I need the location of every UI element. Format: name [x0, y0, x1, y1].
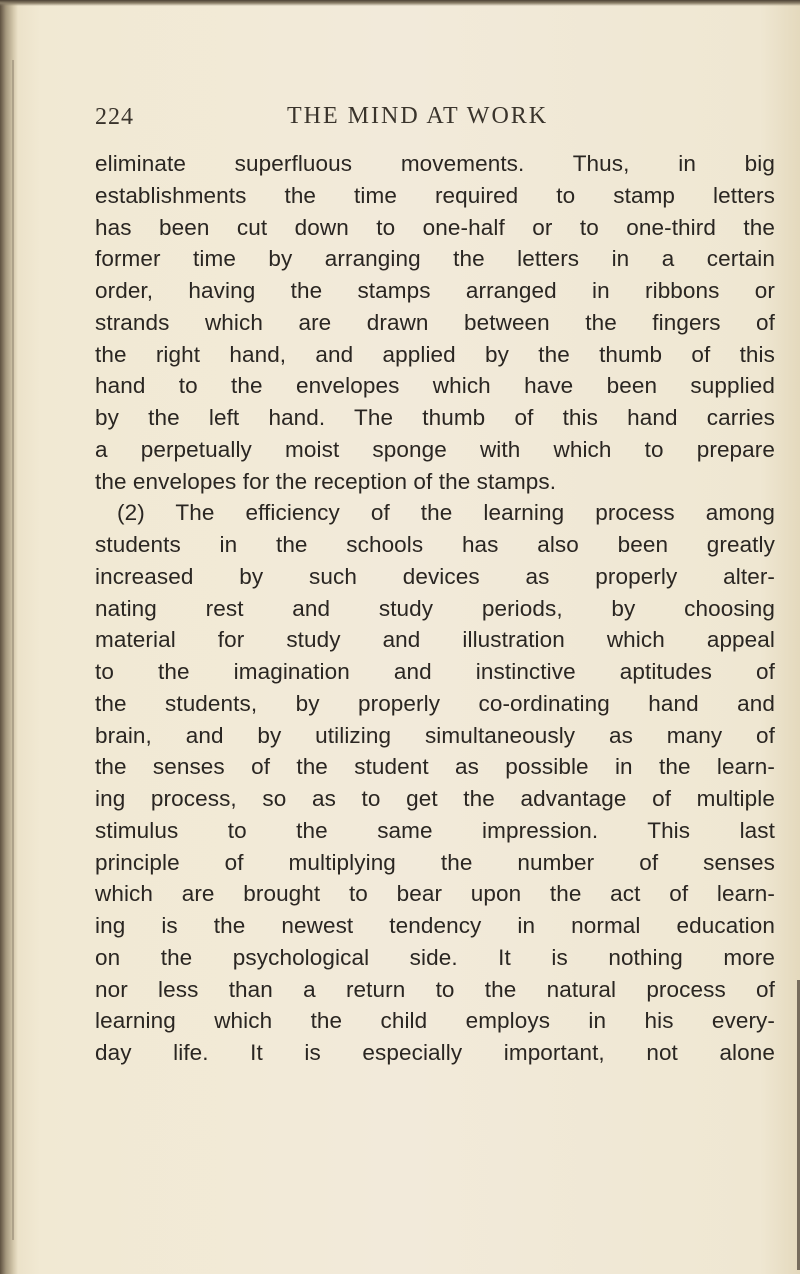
text-line: has been cut down to one-half or to one-third the [95, 214, 775, 240]
text-line: establishments the time required to stamp letters [95, 182, 775, 208]
text-line: day life. It is especially important, not alone [95, 1040, 775, 1065]
text-line: material for study and illustration which appeal [95, 627, 775, 653]
text-line: to the imagination and instinctive aptitudes of [95, 659, 775, 684]
body-text [95, 148, 775, 1069]
text-line: nating rest and study periods, by choosing [95, 595, 775, 621]
text-line: brain, and by utilizing simultaneously as many of [95, 722, 775, 748]
text-line: order, having the stamps arranged in ribbons or [95, 278, 775, 303]
text-line: the right hand, and applied by the thumb of this [95, 341, 775, 367]
page-number: 224 [95, 104, 134, 130]
text-line: the envelopes for the reception of the stamps. [95, 468, 557, 494]
text-line: on the psychological side. It is nothing more [95, 944, 775, 970]
text-line: ing process, so as to get the advantage of multiple [95, 786, 775, 811]
running-title: THE MIND AT WORK [287, 103, 549, 129]
text-line: strands which are drawn between the fingers of [95, 309, 775, 335]
running-head [95, 100, 775, 136]
text-line: a perpetually moist sponge with which to prepare [95, 436, 775, 462]
text-line: the senses of the student as possible in the learn- [95, 754, 775, 780]
binding-rule [12, 60, 14, 1240]
text-line: the students, by properly co-ordinating hand and [95, 690, 775, 716]
text-line: learning which the child employs in his every- [95, 1008, 775, 1034]
text-line: by the left hand. The thumb of this hand carries [95, 405, 775, 430]
text-line: increased by such devices as properly alter- [95, 563, 775, 589]
page-binding-shadow [0, 0, 18, 1274]
text-line: former time by arranging the letters in a certain [95, 246, 775, 272]
text-line: which are brought to bear upon the act of learn- [95, 881, 775, 907]
text-line: ing is the newest tendency in normal education [95, 913, 775, 938]
page-top-edge [0, 0, 800, 6]
text-line: students in the schools has also been greatly [95, 532, 775, 557]
paragraph-start-line: (2) The efficiency of the learning process among [117, 500, 775, 526]
text-line: principle of multiplying the number of senses [95, 849, 775, 875]
text-line: hand to the envelopes which have been supplied [95, 373, 775, 399]
text-line: eliminate superfluous movements. Thus, in big [95, 151, 775, 176]
text-line: nor less than a return to the natural process of [95, 976, 775, 1002]
text-line: stimulus to the same impression. This last [95, 817, 775, 843]
